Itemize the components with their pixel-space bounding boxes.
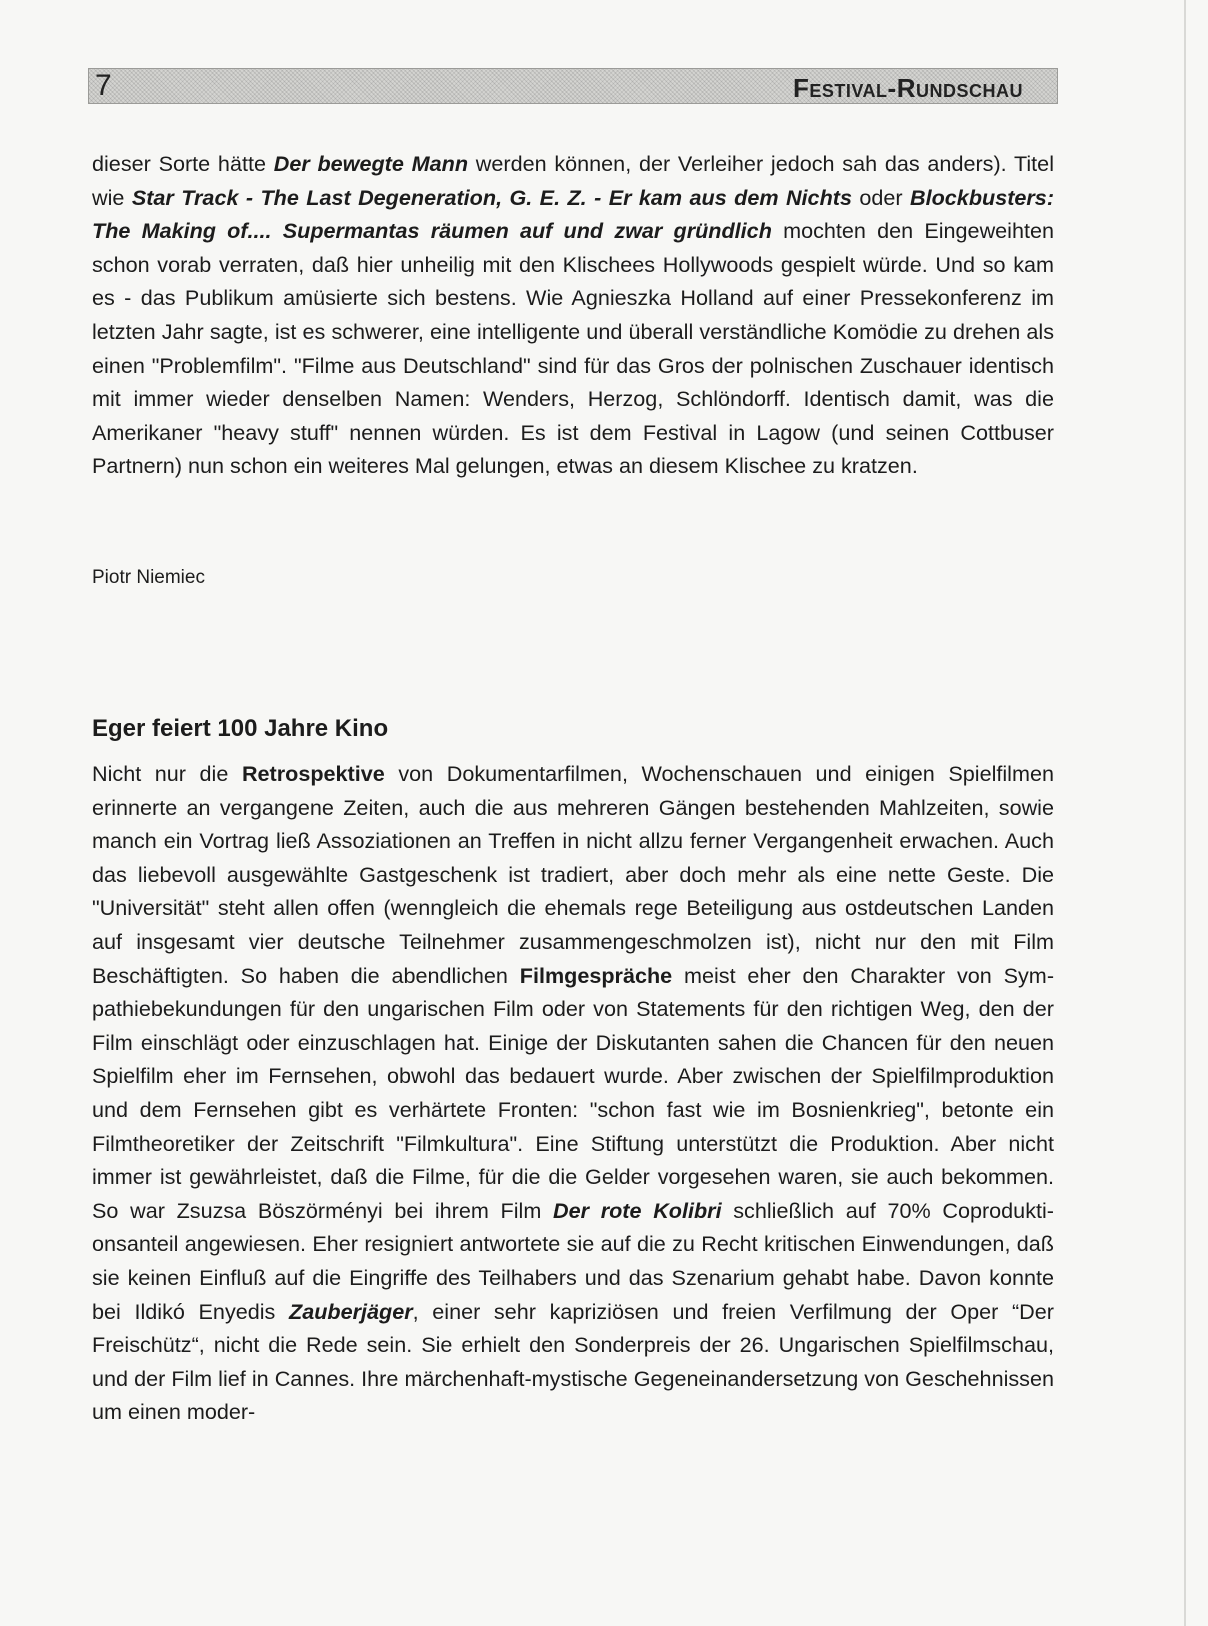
- text-run: meist eher den Charakter von Sympathiebekundungen für den ungarischen Film oder von Statements für den richtigen Weg, den der Film einschlägt oder einzuschlagen hat. Einige der Diskutanten sahen die Chancen für den neuen Spielfilm eher im Fernsehen, obwohl das bedauert wurde. Aber zwischen der Spielfilmproduktion und dem Fernsehen gibt es verhärtete Fronten: "schon fast wie im Bosnienkrieg", betonte ein Filmtheoretiker der Zeitschrift "Filmkultura". Eine Stiftung unterstützt die Produktion. Aber nicht immer ist gewährleistet, daß die Filme, für die die Gelder vorgesehen waren, sie auch bekommen. So war Zsuzsa Böszörményi bei ihrem Film: [92, 962, 1055, 1223]
- text-run: schließlich auf 70% Coproduktionsanteil angewiesen. Eher resigniert antwortete sie auf die zu Recht kritischen Einwendungen, daß sie keinen Einfluß auf die Eingriffe des Teilhabers und das Szenarium gehabt habe. Davon konnte bei Ildikó Enyedis: [92, 1197, 1054, 1324]
- page-number: 7: [95, 69, 112, 102]
- text-run: werden können, der Verleiher jedoch sah das anders). Titel wie: [92, 151, 1054, 210]
- film-title: Der bewegte Mann: [273, 151, 469, 176]
- running-title: Festival-Rundschau: [793, 73, 1023, 103]
- section-heading: Eger feiert 100 Jahre Kino: [92, 715, 389, 742]
- text-run: , einer sehr kapriziösen und freien Verfilmung der Oper “Der Freischütz“, nicht die Rede sein. Sie erhielt den Sonderpreis der 26. Ungarischen Spielfilmschau, und der Film lief in Cannes. Ihre märchenhaft-mystische Gegeneinandersetzung von Geschehnissen um einen moder-: [92, 1298, 1054, 1425]
- running-header: [88, 68, 1058, 104]
- film-title: Der rote Kolibri: [553, 1197, 722, 1223]
- keyword: Filmgespräche: [519, 962, 673, 988]
- text-run: von Dokumentarfilmen, Wochenschauen und einigen Spielfilmen erinnerte an vergangene Zeiten, auch die aus mehreren Gängen bestehenden Mahlzeiten, sowie manch ein Vortrag ließ Assoziationen an Treffen in nicht allzu ferner Vergangenheit erwachen. Auch das liebevoll ausgewählte Gastgeschenk ist tradiert, aber doch mehr als eine nette Geste. Die "Universität" steht allen offen (wenngleich die ehemals rege Beteiligung aus ostdeutschen Landen auf insgesamt vier deutsche Teilnehmer zusammengeschmolzen ist), nicht nur den mit Film Beschäftigten. So haben die abendlichen: [92, 761, 1054, 988]
- article-paragraph: [92, 757, 1054, 1429]
- keyword: Retrospektive: [241, 761, 385, 786]
- film-title: Star Track - The Last Degeneration, G. E. Z. - Er kam aus dem Nichts: [131, 184, 852, 210]
- text-run: Nicht nur die: [92, 761, 242, 786]
- film-title: Zauberjäger: [289, 1298, 413, 1324]
- text-run: oder: [851, 184, 911, 210]
- author-byline: Piotr Niemiec: [92, 567, 205, 588]
- film-title: Blockbusters: The Making of.... Supermantas räumen auf und zwar gründlich: [92, 184, 1055, 244]
- page-edge: [1184, 0, 1186, 1626]
- article-paragraph: [92, 147, 1054, 483]
- text-run: mochten den Eingeweihten schon vorab verraten, daß hier unheilig mit den Klischees Hollywoods gespielt würde. Und so kam es - das Publikum amüsierte sich bestens. Wie Agnieszka Holland auf einer Pressekonferenz im letzten Jahr sagte, ist es schwerer, eine intelligente und überall verständliche Komödie zu drehen als einen "Problemfilm". "Filme aus Deutschland" sind für das Gros der polnischen Zuschauer identisch mit immer wieder denselben Namen: Wenders, Herzog, Schlöndorff. Identisch damit, was die Amerikaner "heavy stuff" nennen würden. Es ist dem Festival in Lagow (und seinen Cottbuser Partnern) nun schon ein weiteres Mal gelungen, etwas an diesem Klischee zu kratzen.: [92, 218, 1054, 479]
- text-run: dieser Sorte hätte: [92, 151, 274, 176]
